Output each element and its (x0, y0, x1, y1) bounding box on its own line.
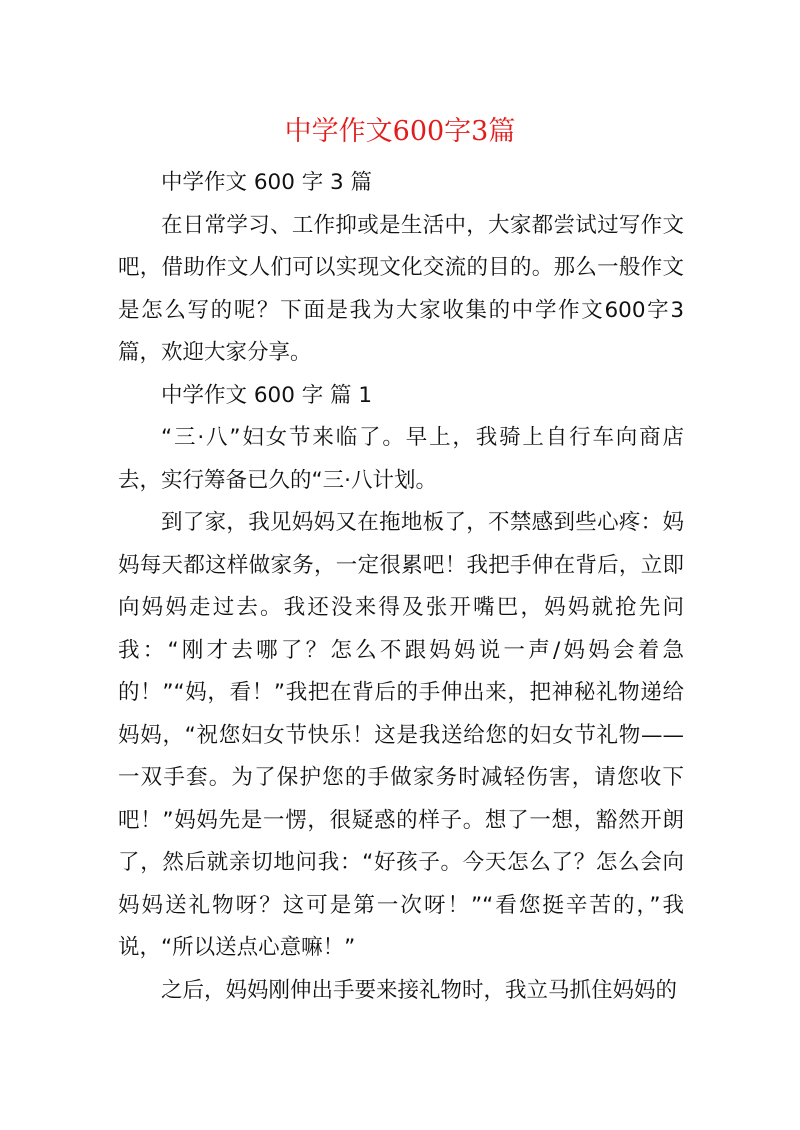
body-paragraph-1: “三·八”妇女节来临了。早上，我骑上自行车向商店去，实行筹备已久的“三·八计划。 (118, 425, 684, 493)
body-paragraph-3: 之后，妈妈刚伸出手要来接礼物时，我立马抓住妈妈的 (161, 977, 678, 1003)
body-paragraph-2: 到了家，我见妈妈又在拖地板了，不禁感到些心疼：妈妈每天都这样做家务，一定很累吧！我把手伸在背后，立即向妈妈走过去。我还没来得及张开嘴巴，妈妈就抢先问我：“刚才去哪了？怎么不跟妈妈说一声/妈妈会着急的！”“妈，看！”我把在背后的手伸出来，把神秘礼物递给妈妈，“祝您妇女节快乐！这是我送给您的妇女节礼物——一双手套。为了保护您的手做家务时减轻伤害，请您收下吧！”妈妈先是一愣，很疑惑的样子。想了一想，豁然开朗了，然后就亲切地问我：“好孩子。今天怎么了？怎么会向妈妈送礼物呀？这可是第一次呀！”“看您挺辛苦的，”我说，“所以送点心意嘛！” (118, 510, 684, 960)
section-heading: 中学作文 600 字 篇 1 (161, 382, 373, 408)
document-body (118, 162, 684, 1012)
intro-paragraph: 在日常学习、工作抑或是生活中，大家都尝试过写作文吧，借助作文人们可以实现文化交流的目的。那么一般作文是怎么写的呢？下面是我为大家收集的中学作文600字3篇，欢迎大家分享。 (118, 212, 684, 365)
document-subtitle: 中学作文 600 字 3 篇 (161, 170, 373, 195)
document-title: 中学作文600字3篇 (284, 116, 516, 147)
